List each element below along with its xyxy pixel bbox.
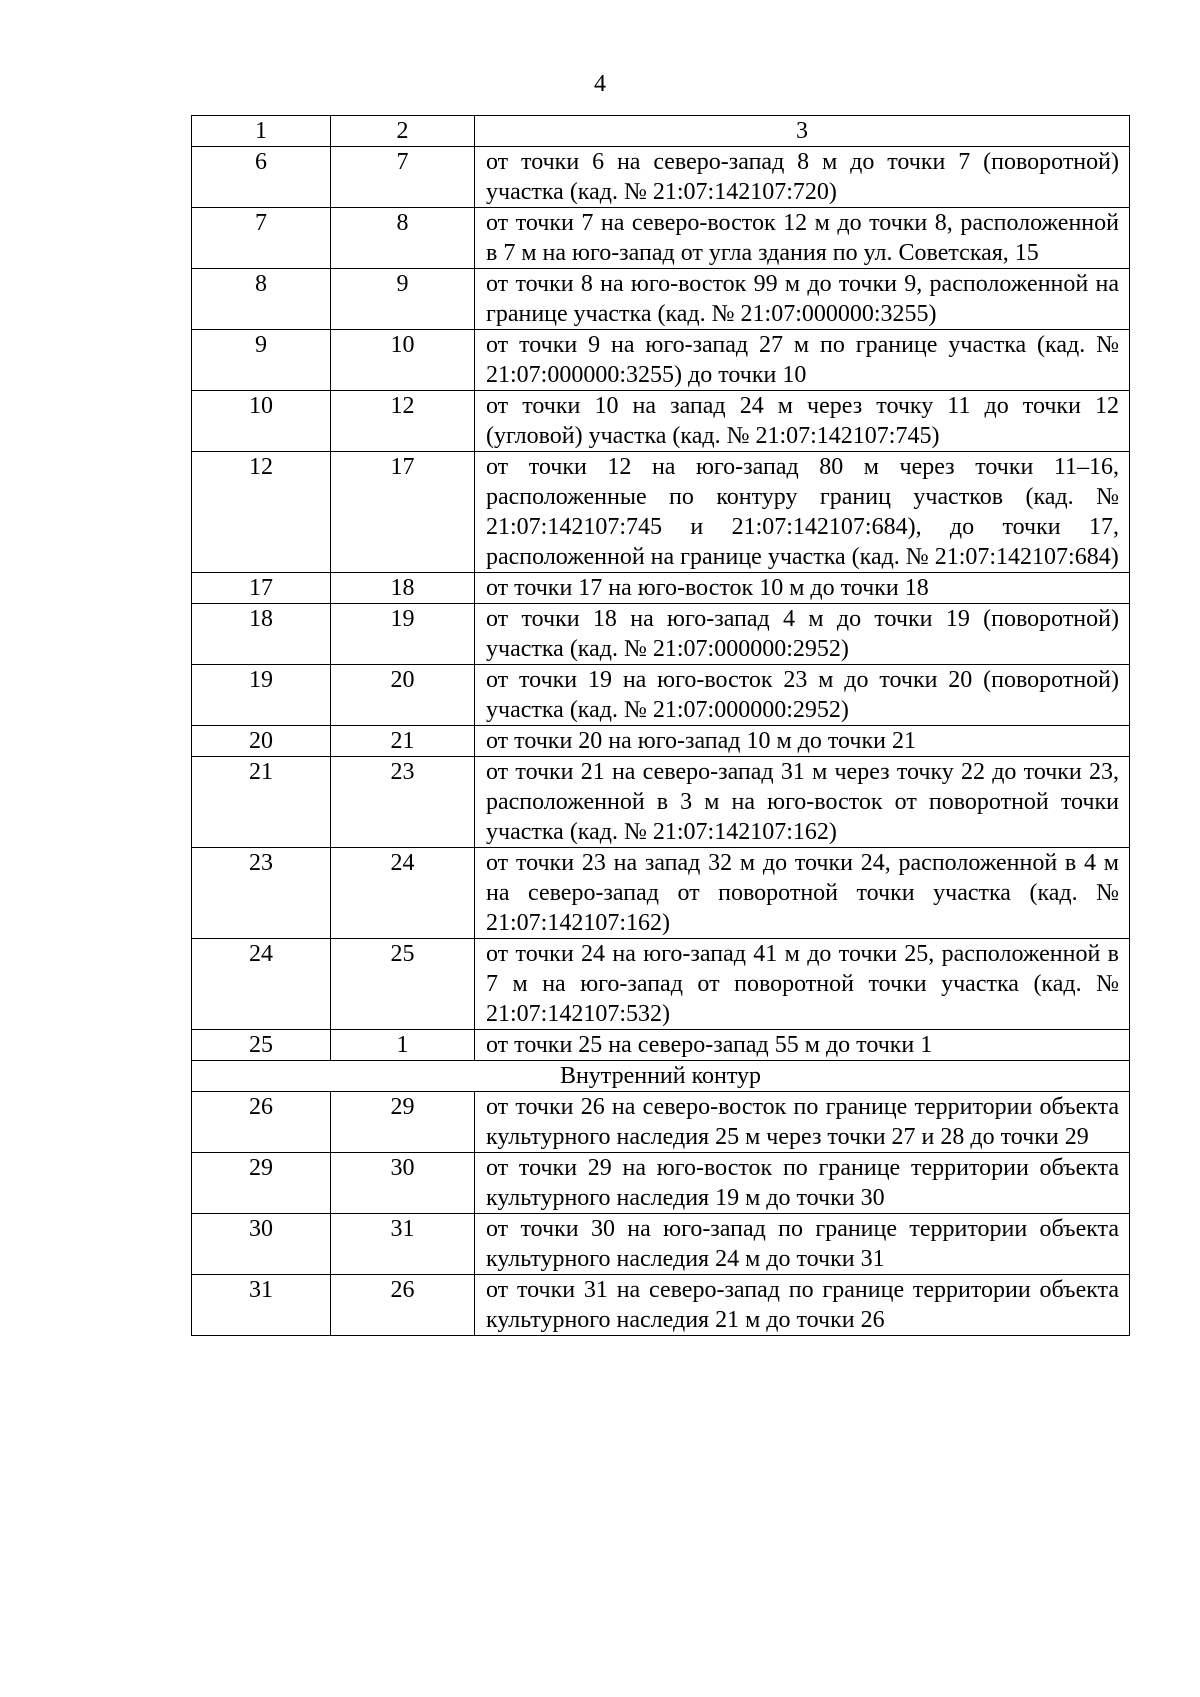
boundary-description: от точки 6 на северо-запад 8 м до точки 7 (поворотной) участка (кад. № 21:07:142107:720) [475,147,1130,208]
point-to: 19 [331,604,475,665]
table-row [192,269,1130,330]
point-from: 19 [192,665,331,726]
point-to: 1 [331,1030,475,1061]
point-to: 25 [331,939,475,1030]
table-row [192,665,1130,726]
table-row [192,147,1130,208]
boundary-description: от точки 12 на юго-запад 80 м через точки 11–16, расположенные по контуру границ участков (кад. № 21:07:142107:745 и 21:07:142107:684), до точки 17, расположенной на границе участка (кад. № 21:07:142107:684) [475,452,1130,573]
point-to: 9 [331,269,475,330]
boundary-description: от точки 21 на северо-запад 31 м через точку 22 до точки 23, расположенной в 3 м на юго-восток от поворотной точки участка (кад. № 21:07:142107:162) [475,757,1130,848]
page-number: 4 [594,71,606,97]
boundary-description: от точки 8 на юго-восток 99 м до точки 9, расположенной на границе участка (кад. № 21:07:000000:3255) [475,269,1130,330]
point-to: 26 [331,1275,475,1336]
boundary-description: от точки 7 на северо-восток 12 м до точки 8, расположенной в 7 м на юго-запад от угла здания по ул. Советская, 15 [475,208,1130,269]
table-row [192,1153,1130,1214]
column-header-to: 2 [331,116,475,147]
boundary-description: от точки 18 на юго-запад 4 м до точки 19 (поворотной) участка (кад. № 21:07:000000:2952) [475,604,1130,665]
table-row [192,1214,1130,1275]
point-from: 8 [192,269,331,330]
point-from: 17 [192,573,331,604]
boundary-description: от точки 31 на северо-запад по границе территории объекта культурного наследия 21 м до точки 26 [475,1275,1130,1336]
table-row [192,604,1130,665]
table-row [192,726,1130,757]
point-to: 21 [331,726,475,757]
boundary-description: от точки 17 на юго-восток 10 м до точки 18 [475,573,1130,604]
boundary-description: от точки 30 на юго-запад по границе территории объекта культурного наследия 24 м до точки 31 [475,1214,1130,1275]
point-to: 20 [331,665,475,726]
column-header-from: 1 [192,116,331,147]
table-row [192,573,1130,604]
boundary-description: от точки 10 на запад 24 м через точку 11 до точки 12 (угловой) участка (кад. № 21:07:142107:745) [475,391,1130,452]
boundary-description: от точки 26 на северо-восток по границе территории объекта культурного наследия 25 м через точки 27 и 28 до точки 29 [475,1092,1130,1153]
point-from: 21 [192,757,331,848]
point-from: 25 [192,1030,331,1061]
point-to: 23 [331,757,475,848]
point-from: 31 [192,1275,331,1336]
boundary-description: от точки 9 на юго-запад 27 м по границе участка (кад. № 21:07:000000:3255) до точки 10 [475,330,1130,391]
table-row [192,208,1130,269]
point-to: 10 [331,330,475,391]
table-row [192,757,1130,848]
section-row-inner-contour [192,1061,1130,1092]
boundary-description: от точки 24 на юго-запад 41 м до точки 25, расположенной в 7 м на юго-запад от поворотной точки участка (кад. № 21:07:142107:532) [475,939,1130,1030]
table-row [192,391,1130,452]
point-from: 12 [192,452,331,573]
boundary-description: от точки 23 на запад 32 м до точки 24, расположенной в 4 м на северо-запад от поворотной точки участка (кад. № 21:07:142107:162) [475,848,1130,939]
table-row [192,1092,1130,1153]
point-from: 29 [192,1153,331,1214]
boundary-description: от точки 25 на северо-запад 55 м до точки 1 [475,1030,1130,1061]
point-from: 24 [192,939,331,1030]
table-row [192,848,1130,939]
point-from: 20 [192,726,331,757]
point-to: 8 [331,208,475,269]
table-row [192,452,1130,573]
boundary-description-table [191,115,1130,1336]
point-to: 18 [331,573,475,604]
point-to: 30 [331,1153,475,1214]
point-from: 26 [192,1092,331,1153]
point-from: 18 [192,604,331,665]
point-from: 30 [192,1214,331,1275]
point-from: 9 [192,330,331,391]
point-to: 17 [331,452,475,573]
point-to: 31 [331,1214,475,1275]
point-to: 24 [331,848,475,939]
table-body [192,116,1130,1336]
table-row [192,939,1130,1030]
table-row [192,330,1130,391]
table-header-row [192,116,1130,147]
point-from: 10 [192,391,331,452]
point-to: 29 [331,1092,475,1153]
section-title-inner-contour: Внутренний контур [192,1061,1130,1092]
column-header-description: 3 [475,116,1130,147]
point-from: 7 [192,208,331,269]
boundary-description: от точки 20 на юго-запад 10 м до точки 21 [475,726,1130,757]
point-to: 7 [331,147,475,208]
point-to: 12 [331,391,475,452]
boundary-description: от точки 29 на юго-восток по границе территории объекта культурного наследия 19 м до точки 30 [475,1153,1130,1214]
table-row [192,1030,1130,1061]
boundary-description: от точки 19 на юго-восток 23 м до точки 20 (поворотной) участка (кад. № 21:07:000000:2952) [475,665,1130,726]
point-from: 6 [192,147,331,208]
point-from: 23 [192,848,331,939]
table-row [192,1275,1130,1336]
